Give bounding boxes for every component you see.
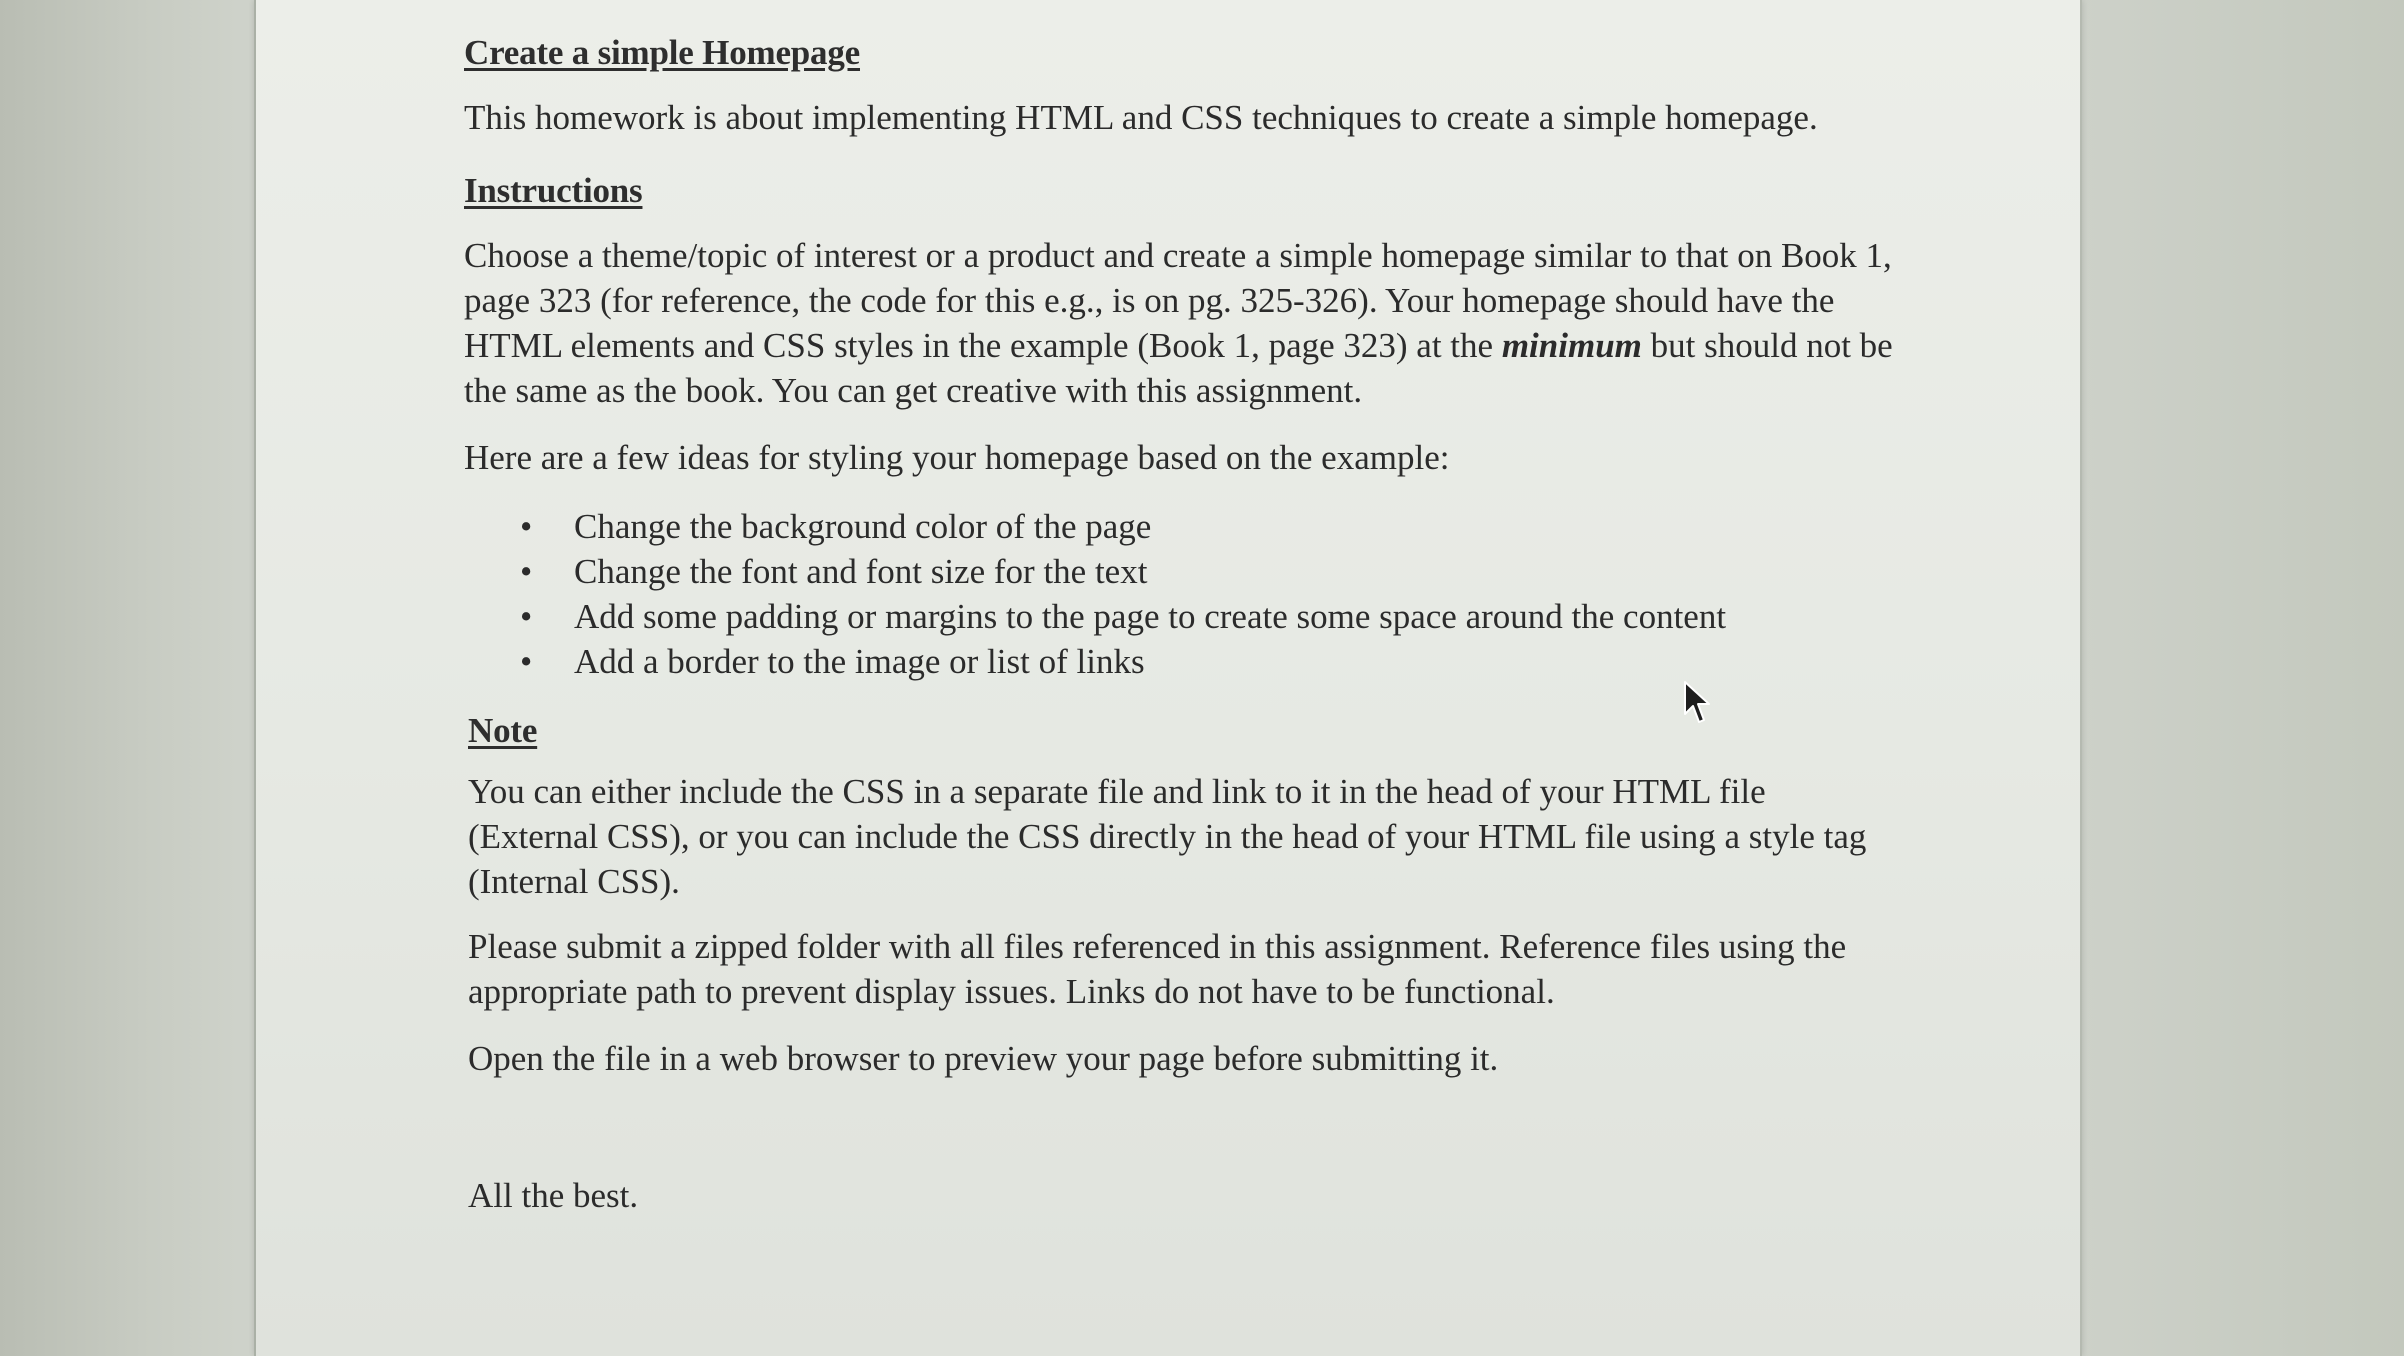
bullet-icon: •	[520, 642, 533, 681]
list-item-text: Change the font and font size for the text	[574, 552, 1148, 591]
note-paragraph-preview: Open the file in a web browser to preview your page before submitting it.	[468, 1039, 1499, 1078]
instructions-emphasis: minimum	[1501, 326, 1642, 365]
note-paragraph-css: You can either include the CSS in a separate file and link to it in the head of your HTML file (External CSS), or you can include the CSS directly in the head of your HTML file using a style tag (Internal CSS).	[468, 772, 1867, 901]
closing-text: All the best.	[468, 1176, 639, 1215]
instructions-text-part1: Choose a theme/topic of interest or a product and create a simple homepage similar to that on Book 1, page 323 (for reference, the code for this e.g., is on pg. 325-326). Your homepage should have the HTML elements and CSS styles in the example (Book 1, page 323) at the	[464, 236, 1892, 365]
note-paragraph-submit: Please submit a zipped folder with all files referenced in this assignment. Reference files using the appropriate path to prevent display issues. Links do not have to be functional.	[468, 927, 1847, 1011]
note-heading: Note	[468, 711, 538, 750]
list-item	[464, 639, 1904, 684]
list-item-text: Add some padding or margins to the page to create some space around the content	[574, 597, 1727, 636]
mouse-pointer-icon	[1682, 680, 1712, 726]
ideas-list	[464, 504, 1904, 684]
instructions-heading: Instructions	[464, 171, 643, 210]
list-item	[464, 594, 1904, 639]
ideas-intro: Here are a few ideas for styling your homepage based on the example:	[464, 438, 1450, 477]
bullet-icon: •	[520, 597, 533, 636]
list-item	[464, 549, 1904, 594]
document-page	[254, 0, 2082, 1356]
instructions-paragraph	[464, 233, 1904, 413]
instructions-text-part2: but should not be the same as the book. You can get creative with this assignment.	[464, 326, 1893, 410]
intro-paragraph: This homework is about implementing HTML and CSS techniques to create a simple homepage.	[464, 98, 1818, 137]
bullet-icon: •	[520, 552, 533, 591]
desk-background-right	[2078, 0, 2404, 1356]
desk-background-left	[0, 0, 254, 1356]
list-item-text: Change the background color of the page	[574, 507, 1152, 546]
list-item	[464, 504, 1904, 549]
bullet-icon: •	[520, 507, 533, 546]
page-title: Create a simple Homepage	[464, 33, 860, 72]
list-item-text: Add a border to the image or list of links	[574, 642, 1145, 681]
document-content	[464, 30, 1904, 1218]
